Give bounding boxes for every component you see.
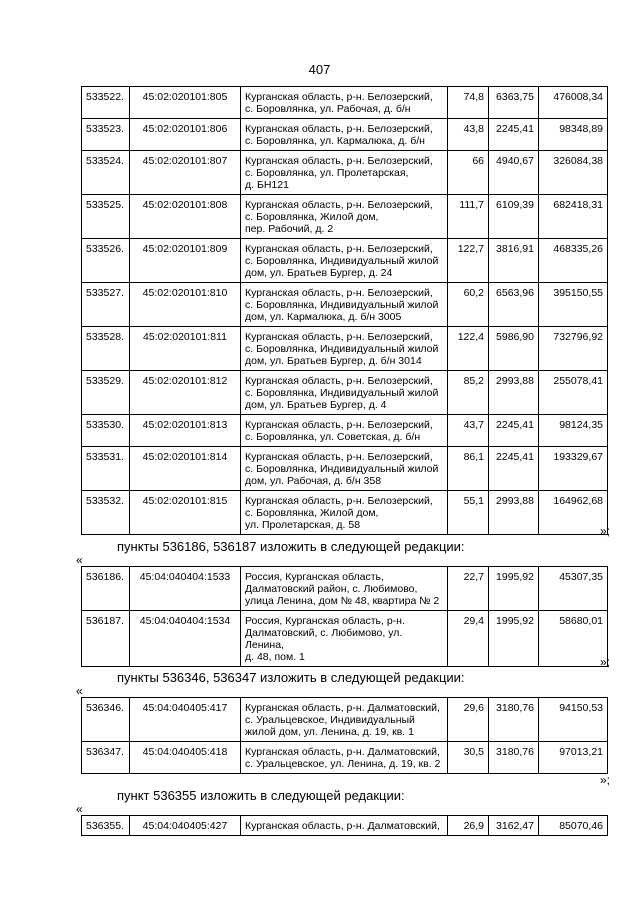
address-line: ул. Пролетарская, д. 58 <box>245 519 361 531</box>
address-line: Курганская область, р-н. Белозерский, <box>245 123 433 135</box>
value-cell: 85070,46 <box>539 816 608 836</box>
rate-cell: 3180,76 <box>489 742 539 774</box>
entry-number-cell: 536355. <box>82 816 130 836</box>
table-row <box>82 816 608 836</box>
address-line: с. Боровлянка, Индивидуальный жилой <box>245 463 439 475</box>
rate-cell: 3180,76 <box>489 698 539 742</box>
address-line: Курганская область, р-н. Далматовский, <box>245 702 440 714</box>
area-cell: 85,2 <box>448 371 489 415</box>
area-cell: 122,4 <box>448 327 489 371</box>
address-line: Курганская область, р-н. Далматовский, <box>245 820 440 832</box>
instruction-3: пункт 536355 изложить в следующей редакции: <box>117 788 405 803</box>
value-cell: 98124,35 <box>539 415 608 447</box>
entry-number-cell: 533532. <box>82 491 130 535</box>
area-cell: 74,8 <box>448 87 489 119</box>
address-line: жилой дом, ул. Ленина, д. 19, кв. 1 <box>245 726 414 738</box>
cadastral-number-cell: 45:02:020101:806 <box>130 119 241 151</box>
address-cell <box>241 491 448 535</box>
address-line: пер. Рабочий, д. 2 <box>245 223 334 235</box>
table-row <box>82 415 608 447</box>
value-cell: 732796,92 <box>539 327 608 371</box>
table-row <box>82 151 608 195</box>
value-cell: 164962,68 <box>539 491 608 535</box>
address-cell <box>241 415 448 447</box>
entry-number-cell: 533530. <box>82 415 130 447</box>
entry-number-cell: 533531. <box>82 447 130 491</box>
rate-cell: 2993,88 <box>489 491 539 535</box>
value-cell: 255078,41 <box>539 371 608 415</box>
cadastral-number-cell: 45:02:020101:813 <box>130 415 241 447</box>
address-cell <box>241 447 448 491</box>
address-line: Курганская область, р-н. Белозерский, <box>245 243 433 255</box>
value-cell: 58680,01 <box>539 611 608 667</box>
area-cell: 111,7 <box>448 195 489 239</box>
cadastral-number-cell: 45:02:020101:815 <box>130 491 241 535</box>
address-line: Курганская область, р-н. Белозерский, <box>245 331 433 343</box>
address-line: с. Боровлянка, Индивидуальный жилой <box>245 387 439 399</box>
address-line: с. Уральцевское, ул. Ленина, д. 19, кв. 2 <box>245 758 441 770</box>
registry-table-3 <box>81 697 608 774</box>
address-cell <box>241 151 448 195</box>
address-cell <box>241 567 448 611</box>
address-line: с. Боровлянка, Индивидуальный жилой <box>245 255 439 267</box>
cadastral-number-cell: 45:02:020101:812 <box>130 371 241 415</box>
table-row <box>82 567 608 611</box>
opening-quote-2: « <box>76 684 83 698</box>
registry-table-1 <box>81 86 608 535</box>
rate-cell: 2245,41 <box>489 447 539 491</box>
table-row <box>82 119 608 151</box>
area-cell: 29,4 <box>448 611 489 667</box>
table-row <box>82 87 608 119</box>
area-cell: 66 <box>448 151 489 195</box>
address-line: Курганская область, р-н. Далматовский, <box>245 746 440 758</box>
address-line: Курганская область, р-н. Белозерский, <box>245 419 433 431</box>
address-line: дом, ул. Братьев Бургер, д. 4 <box>245 399 387 411</box>
instruction-1: пункты 536186, 536187 изложить в следующей редакции: <box>117 539 465 554</box>
address-line: с. Боровлянка, Жилой дом, <box>245 507 379 519</box>
area-cell: 43,8 <box>448 119 489 151</box>
address-cell <box>241 119 448 151</box>
address-cell <box>241 698 448 742</box>
cadastral-number-cell: 45:02:020101:807 <box>130 151 241 195</box>
value-cell: 45307,35 <box>539 567 608 611</box>
entry-number-cell: 533526. <box>82 239 130 283</box>
rate-cell: 6563,96 <box>489 283 539 327</box>
area-cell: 29,6 <box>448 698 489 742</box>
entry-number-cell: 533525. <box>82 195 130 239</box>
rate-cell: 1995,92 <box>489 611 539 667</box>
address-line: с. Боровлянка, Жилой дом, <box>245 211 379 223</box>
opening-quote-1: « <box>76 553 83 567</box>
table-row <box>82 327 608 371</box>
address-line: Курганская область, р-н. Белозерский, <box>245 451 433 463</box>
address-line: Далматовский, с. Любимово, ул. Ленина, <box>245 627 403 651</box>
address-cell <box>241 87 448 119</box>
cadastral-number-cell: 45:02:020101:810 <box>130 283 241 327</box>
closing-quote-3: »; <box>599 773 610 787</box>
address-line: дом, ул. Рабочая, д. б/н 358 <box>245 475 382 487</box>
cadastral-number-cell: 45:02:020101:809 <box>130 239 241 283</box>
address-line: Курганская область, р-н. Белозерский, <box>245 91 433 103</box>
address-cell <box>241 816 448 836</box>
cadastral-number-cell: 45:02:020101:814 <box>130 447 241 491</box>
rate-cell: 2245,41 <box>489 119 539 151</box>
table-row <box>82 239 608 283</box>
cadastral-number-cell: 45:04:040404:1533 <box>130 567 241 611</box>
table-row <box>82 371 608 415</box>
rate-cell: 2245,41 <box>489 415 539 447</box>
entry-number-cell: 533522. <box>82 87 130 119</box>
value-cell: 94150,53 <box>539 698 608 742</box>
address-cell <box>241 239 448 283</box>
address-line: д. 48, пом. 1 <box>245 651 305 663</box>
address-cell <box>241 283 448 327</box>
address-cell <box>241 327 448 371</box>
rate-cell: 6109,39 <box>489 195 539 239</box>
address-line: дом, ул. Братьев Бургер, д. б/н 3014 <box>245 355 422 367</box>
value-cell: 682418,31 <box>539 195 608 239</box>
entry-number-cell: 533528. <box>82 327 130 371</box>
area-cell: 22,7 <box>448 567 489 611</box>
area-cell: 86,1 <box>448 447 489 491</box>
address-line: Курганская область, р-н. Белозерский, <box>245 375 433 387</box>
area-cell: 43,7 <box>448 415 489 447</box>
address-line: дом, ул. Кармалюка, д. б/н 3005 <box>245 311 402 323</box>
address-line: с. Боровлянка, ул. Рабочая, д. б/н <box>245 103 411 115</box>
page-number: 407 <box>308 62 331 77</box>
rate-cell: 5986,90 <box>489 327 539 371</box>
address-line: Далматовский район, с. Любимово, <box>245 583 418 595</box>
entry-number-cell: 533529. <box>82 371 130 415</box>
address-line: Россия, Курганская область, <box>245 571 384 583</box>
table-row <box>82 698 608 742</box>
address-cell <box>241 742 448 774</box>
opening-quote-3: « <box>76 802 83 816</box>
address-line: с. Боровлянка, Индивидуальный жилой <box>245 299 439 311</box>
rate-cell: 4940,67 <box>489 151 539 195</box>
value-cell: 395150,55 <box>539 283 608 327</box>
closing-quote-2: »; <box>599 655 610 669</box>
cadastral-number-cell: 45:04:040405:417 <box>130 698 241 742</box>
address-line: улица Ленина, дом № 48, квартира № 2 <box>245 595 440 607</box>
address-line: д. БН121 <box>245 179 289 191</box>
address-line: с. Боровлянка, Индивидуальный жилой <box>245 343 439 355</box>
cadastral-number-cell: 45:02:020101:805 <box>130 87 241 119</box>
rate-cell: 3816,91 <box>489 239 539 283</box>
address-line: с. Уральцевское, Индивидуальный <box>245 714 415 726</box>
address-line: с. Боровлянка, ул. Пролетарская, <box>245 167 409 179</box>
rate-cell: 6363,75 <box>489 87 539 119</box>
value-cell: 326084,38 <box>539 151 608 195</box>
address-cell <box>241 195 448 239</box>
registry-table-2 <box>81 566 608 667</box>
entry-number-cell: 533523. <box>82 119 130 151</box>
address-line: Курганская область, р-н. Белозерский, <box>245 495 433 507</box>
address-line: с. Боровлянка, ул. Кармалюка, д. б/н <box>245 135 425 147</box>
table-row <box>82 491 608 535</box>
entry-number-cell: 533527. <box>82 283 130 327</box>
area-cell: 30,5 <box>448 742 489 774</box>
value-cell: 97013,21 <box>539 742 608 774</box>
value-cell: 193329,67 <box>539 447 608 491</box>
value-cell: 468335,26 <box>539 239 608 283</box>
closing-quote-1: »; <box>599 524 610 538</box>
address-cell <box>241 371 448 415</box>
address-line: Курганская область, р-н. Белозерский, <box>245 155 433 167</box>
cadastral-number-cell: 45:02:020101:808 <box>130 195 241 239</box>
entry-number-cell: 533524. <box>82 151 130 195</box>
rate-cell: 2993,88 <box>489 371 539 415</box>
entry-number-cell: 536187. <box>82 611 130 667</box>
address-line: дом, ул. Братьев Бургер, д. 24 <box>245 267 393 279</box>
cadastral-number-cell: 45:04:040405:427 <box>130 816 241 836</box>
instruction-2: пункты 536346, 536347 изложить в следующей редакции: <box>117 670 465 685</box>
cadastral-number-cell: 45:04:040405:418 <box>130 742 241 774</box>
entry-number-cell: 536186. <box>82 567 130 611</box>
address-line: с. Боровлянка, ул. Советская, д. б/н <box>245 431 421 443</box>
area-cell: 55,1 <box>448 491 489 535</box>
entry-number-cell: 536346. <box>82 698 130 742</box>
address-line: Россия, Курганская область, р-н. <box>245 615 405 627</box>
area-cell: 26,9 <box>448 816 489 836</box>
cadastral-number-cell: 45:04:040404:1534 <box>130 611 241 667</box>
table-row <box>82 742 608 774</box>
cadastral-number-cell: 45:02:020101:811 <box>130 327 241 371</box>
value-cell: 476008,34 <box>539 87 608 119</box>
address-line: Курганская область, р-н. Белозерский, <box>245 199 433 211</box>
table-row <box>82 611 608 667</box>
table-row <box>82 195 608 239</box>
address-line: Курганская область, р-н. Белозерский, <box>245 287 433 299</box>
rate-cell: 1995,92 <box>489 567 539 611</box>
rate-cell: 3162,47 <box>489 816 539 836</box>
area-cell: 122,7 <box>448 239 489 283</box>
table-row <box>82 447 608 491</box>
address-cell <box>241 611 448 667</box>
area-cell: 60,2 <box>448 283 489 327</box>
table-row <box>82 283 608 327</box>
value-cell: 98348,89 <box>539 119 608 151</box>
registry-table-4 <box>81 815 608 836</box>
entry-number-cell: 536347. <box>82 742 130 774</box>
